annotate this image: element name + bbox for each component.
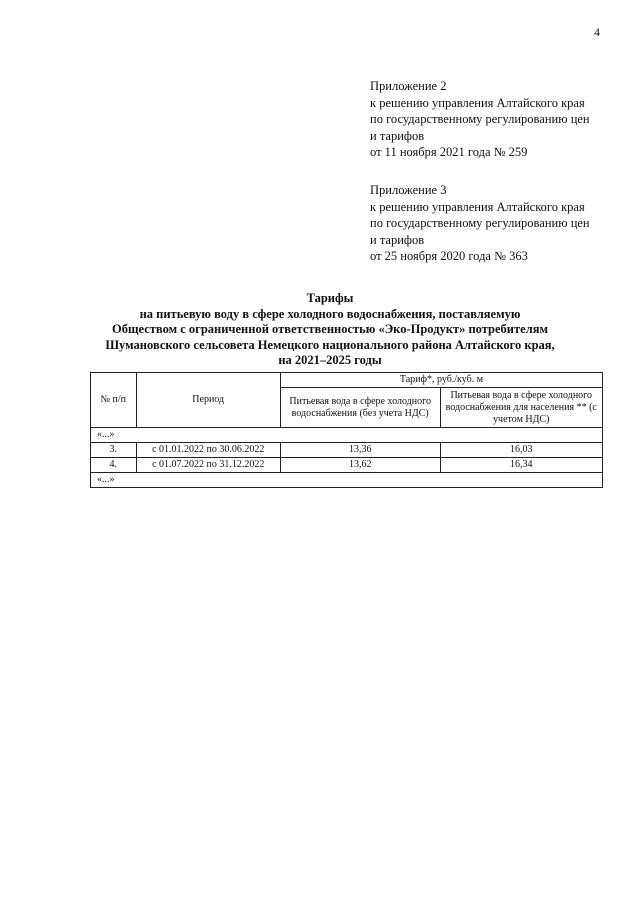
appendix-3-line: к решению управления Алтайского края xyxy=(370,199,585,214)
appendix-3-date: от 25 ноября 2020 года № 363 xyxy=(370,249,528,263)
table-header-row xyxy=(91,373,603,388)
ellipsis-bottom: «...» xyxy=(91,473,603,488)
appendix-2-title: Приложение 2 xyxy=(370,79,447,93)
table-row-ellipsis xyxy=(91,428,603,443)
appendix-2-date: от 11 ноября 2021 года № 259 xyxy=(370,145,528,159)
header-vat: Питьевая вода в сфере холодного водоснабжения для населения ** (с учетом НДС) xyxy=(440,388,603,428)
row-vat: 16,34 xyxy=(440,458,603,473)
title-line: на 2021–2025 годы xyxy=(278,353,382,367)
row-num: 4. xyxy=(91,458,137,473)
row-period: с 01.01.2022 по 30.06.2022 xyxy=(136,443,280,458)
document-title xyxy=(40,291,620,369)
row-num: 3. xyxy=(91,443,137,458)
header-no-vat: Питьевая вода в сфере холодного водоснабжения (без учета НДС) xyxy=(280,388,440,428)
row-no-vat: 13,62 xyxy=(280,458,440,473)
appendix-2-line: к решению управления Алтайского края xyxy=(370,95,585,110)
page-number: 4 xyxy=(594,25,600,39)
appendix-3-block xyxy=(370,182,620,265)
header-tariff-group: Тариф*, руб./куб. м xyxy=(280,373,602,388)
table-row xyxy=(91,458,603,473)
table-row xyxy=(91,443,603,458)
header-num: № п/п xyxy=(91,373,137,428)
appendix-2-block xyxy=(370,78,620,161)
title-line: Обществом с ограниченной ответственностью «Эко-Продукт» потребителям xyxy=(112,322,548,336)
appendix-2-line: и тарифов xyxy=(370,128,425,143)
title-line: на питьевую воду в сфере холодного водоснабжения, поставляемую xyxy=(139,306,521,321)
appendix-3-line: и тарифов xyxy=(370,232,425,247)
row-period: с 01.07.2022 по 31.12.2022 xyxy=(136,458,280,473)
table-row-ellipsis xyxy=(91,473,603,488)
row-no-vat: 13,36 xyxy=(280,443,440,458)
row-vat: 16,03 xyxy=(440,443,603,458)
appendix-2-line: по государственному регулированию цен xyxy=(370,112,590,126)
header-period: Период xyxy=(136,373,280,428)
tariff-table xyxy=(90,372,603,488)
title-heading: Тарифы xyxy=(306,291,354,305)
title-line: Шумановского сельсовета Немецкого национального района Алтайского края, xyxy=(105,337,555,352)
ellipsis-top: «...» xyxy=(91,428,603,443)
appendix-3-title: Приложение 3 xyxy=(370,183,447,197)
appendix-3-line: по государственному регулированию цен xyxy=(370,216,590,230)
